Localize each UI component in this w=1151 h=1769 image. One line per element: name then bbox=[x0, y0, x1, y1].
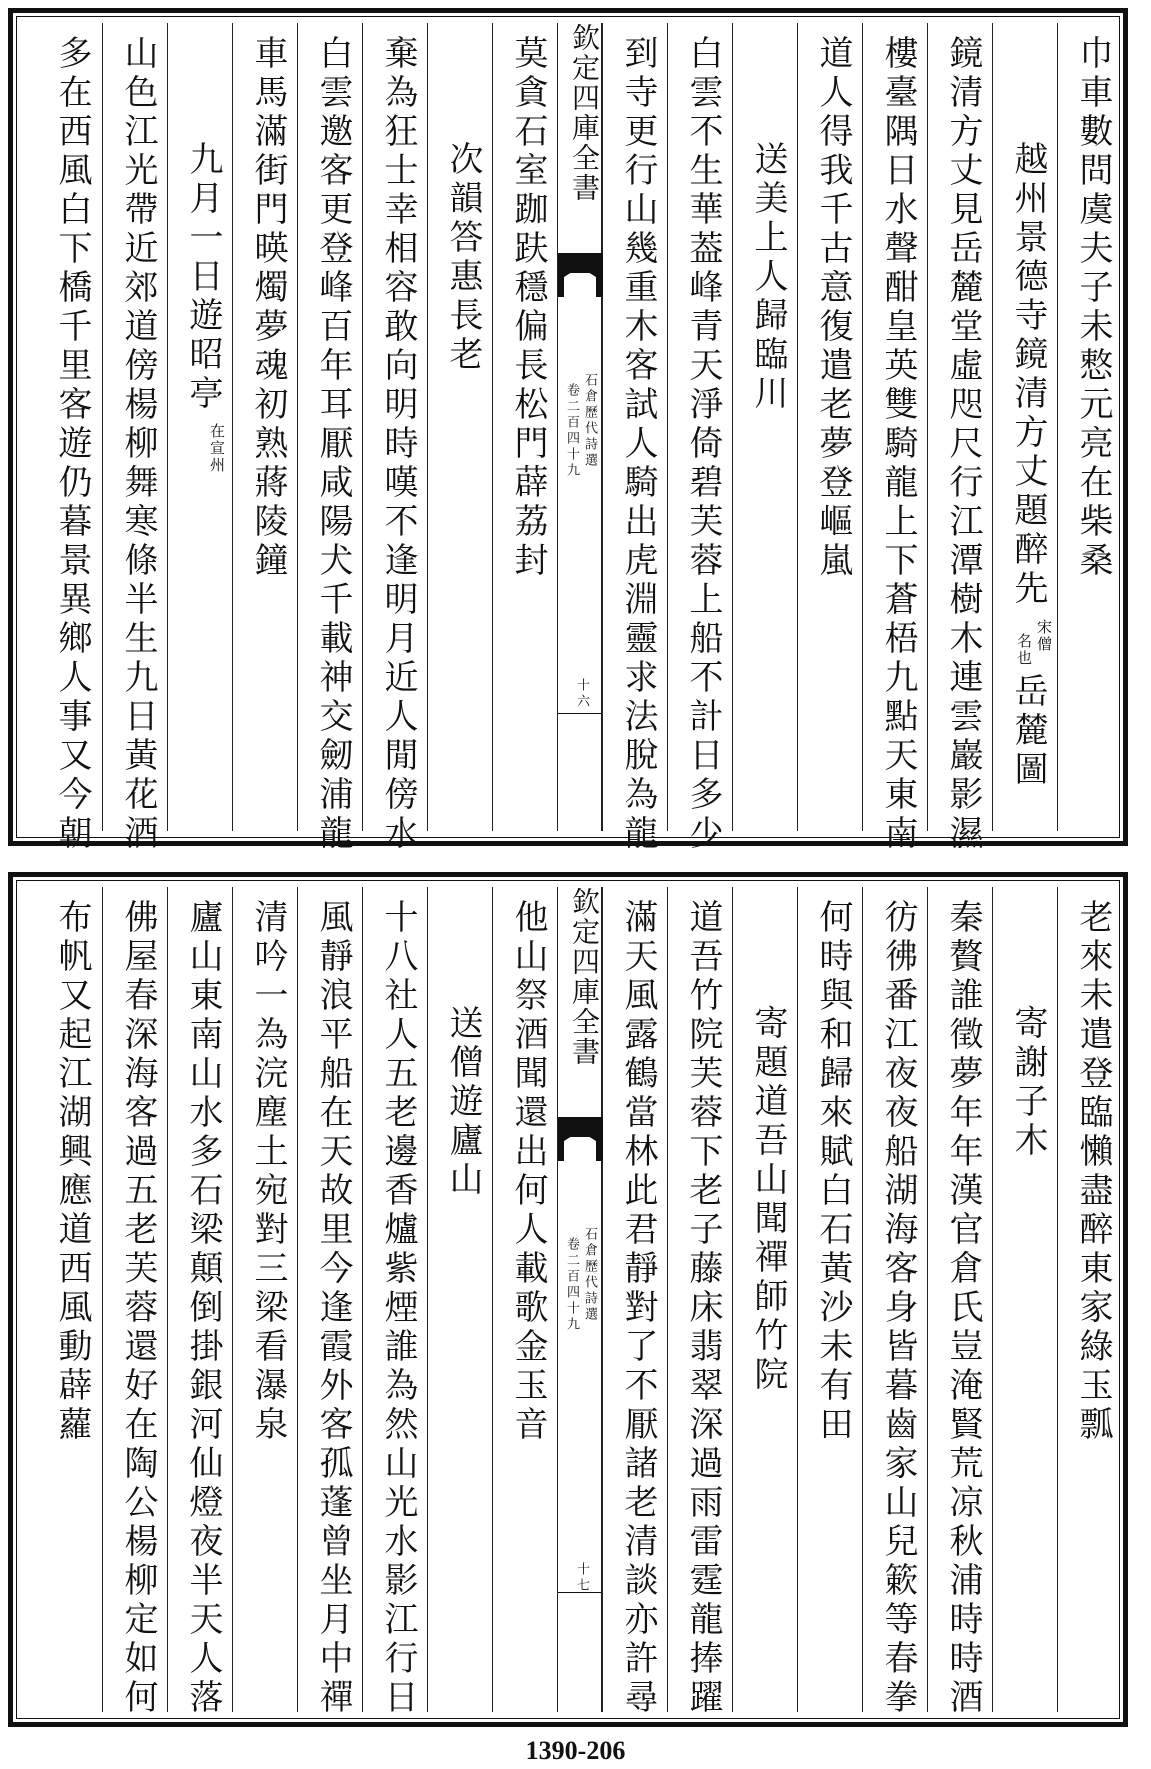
top-col-11-text: 棄為狂士幸相容敢向明時嘆不逢明月近人閒傍水 bbox=[378, 35, 418, 854]
top-col-1-text: 巾車數問虞夫子未慗元亮在柴桑 bbox=[1073, 35, 1113, 581]
bottom-col-16-text: 布帆又起江湖興應道西風動薜蘿 bbox=[52, 899, 92, 1445]
bottom-col-3-text: 秦贅誰徵夢年年漢官倉氏豈淹賢荒凉秋浦時時酒 bbox=[943, 899, 983, 1718]
fishtail-mark-icon bbox=[558, 1117, 603, 1163]
top-col-3-text: 鏡清方丈見岳麓堂虛咫尺行江潭樹木連雲巖影濕 bbox=[943, 35, 983, 854]
bottom-col-8-text: 滿天風露鶴當林此君靜對了不厭諸老清談亦許尋 bbox=[618, 899, 658, 1718]
bottom-col-16 bbox=[37, 887, 102, 1712]
top-page-frame bbox=[16, 16, 1120, 854]
top-col-6-text: 送美上人歸臨川 bbox=[748, 141, 788, 414]
bottom-col-13 bbox=[232, 887, 297, 1712]
bottom-col-7-text: 道吾竹院芙蓉下老子藤床翡翠深過雨雷霆龍捧躍 bbox=[683, 899, 723, 1718]
bottom-col-2-text: 寄謝子木 bbox=[1008, 1005, 1048, 1161]
bottom-page-frame bbox=[16, 880, 1120, 1719]
bottom-col-9-text: 他山祭酒聞還出何人載歌金玉音 bbox=[508, 899, 548, 1445]
bottom-col-1-text: 老來未遣登臨懶盡醉東家綠玉瓢 bbox=[1073, 899, 1113, 1445]
bottom-col-11 bbox=[362, 887, 427, 1718]
top-gutter-book: 石倉歷代詩選 bbox=[582, 373, 597, 469]
bottom-col-8 bbox=[602, 887, 667, 1718]
top-col-2 bbox=[992, 23, 1057, 831]
top-col-10-text: 次韻答惠長老 bbox=[443, 141, 483, 375]
top-col-5 bbox=[797, 23, 862, 831]
bottom-col-13-text: 清吟一為浣塵土宛對三梁看瀑泉 bbox=[248, 899, 288, 1445]
top-col-8-text: 到寺更行山幾重木客試人騎出虎淵靈求法脫為龍 bbox=[618, 35, 658, 854]
top-page bbox=[8, 8, 1128, 854]
top-col-2-note-b: 名也 bbox=[1015, 633, 1033, 667]
top-col-13 bbox=[232, 23, 297, 831]
top-col-4-text: 樓臺隅日水聲酣皇英雙騎龍上下蒼梧九點天東南 bbox=[878, 35, 918, 854]
top-gutter-title: 欽定四庫全書 bbox=[568, 23, 601, 203]
bottom-col-7 bbox=[667, 887, 732, 1718]
bottom-col-6-text: 寄題道吾山聞禪師竹院 bbox=[748, 1005, 788, 1395]
top-col-3 bbox=[927, 23, 992, 854]
top-gutter-rule bbox=[558, 713, 601, 714]
bottom-col-12-text: 風靜浪平船在天故里今逢霞外客孤蓬曾坐月中禪 bbox=[313, 899, 353, 1718]
top-col-2-tail: 岳麓圖 bbox=[1008, 673, 1048, 790]
top-col-16-text: 多在西風白下橋千里客遊仍暮景異鄉人事又今朝 bbox=[52, 35, 92, 854]
bottom-gutter bbox=[557, 887, 602, 1712]
top-col-7 bbox=[667, 23, 732, 854]
bottom-gutter-book: 石倉歷代詩選 bbox=[582, 1227, 597, 1323]
bottom-col-15-text: 佛屋春深海客過五老芙蓉還好在陶公楊柳定如何 bbox=[118, 899, 158, 1718]
top-col-12 bbox=[297, 23, 362, 854]
top-gutter bbox=[557, 23, 602, 831]
bottom-col-15 bbox=[102, 887, 167, 1718]
top-col-8 bbox=[602, 23, 667, 854]
top-col-2-note-a: 宋僧 bbox=[1035, 619, 1053, 653]
top-col-6 bbox=[732, 23, 797, 831]
top-col-10 bbox=[427, 23, 492, 831]
top-col-12-text: 白雲邀客更登峰百年耳厭咸陽犬千載神交劒浦龍 bbox=[313, 35, 353, 854]
bottom-col-6 bbox=[732, 887, 797, 1712]
top-col-7-text: 白雲不生華葢峰青天淨倚碧芙蓉上船不計日多少 bbox=[683, 35, 723, 854]
top-col-9 bbox=[492, 23, 557, 831]
bottom-col-14-text: 廬山東南山水多石梁顛倒掛銀河仙燈夜半天人落 bbox=[183, 899, 223, 1718]
top-col-15 bbox=[102, 23, 167, 854]
bottom-col-1 bbox=[1057, 887, 1123, 1712]
bottom-col-3 bbox=[927, 887, 992, 1718]
top-col-2-text: 越州景德寺鏡清方丈題醉先 bbox=[1008, 141, 1048, 609]
top-col-14-note: 在宣州 bbox=[208, 423, 226, 474]
bottom-page bbox=[8, 872, 1128, 1727]
bottom-gutter-volume: 卷二百四十九 bbox=[564, 1237, 579, 1333]
bottom-col-12 bbox=[297, 887, 362, 1718]
bottom-gutter-rule bbox=[558, 1592, 601, 1593]
bottom-col-5 bbox=[797, 887, 862, 1712]
bottom-gutter-leaf: 十七 bbox=[574, 1562, 589, 1594]
top-col-9-text: 莫貪石室跏趺穩偏長松門薜荔封 bbox=[508, 35, 548, 581]
bottom-col-11-text: 十八社人五老邊香爐紫煙誰為然山光水影江行日 bbox=[378, 899, 418, 1718]
fishtail-mark-icon bbox=[558, 253, 603, 299]
top-gutter-leaf: 十六 bbox=[574, 678, 589, 710]
bottom-col-2 bbox=[992, 887, 1057, 1712]
bottom-col-4-text: 彷彿番江夜夜船湖海客身皆暮齒家山兒簌等春拳 bbox=[878, 899, 918, 1718]
top-col-5-text: 道人得我千古意復遣老夢登嶇嵐 bbox=[813, 35, 853, 581]
bottom-col-4 bbox=[862, 887, 927, 1718]
bottom-col-9 bbox=[492, 887, 557, 1712]
top-col-13-text: 車馬滿街門暎燭夢魂初熟蔣陵鐘 bbox=[248, 35, 288, 581]
bottom-col-5-text: 何時與和歸來賦白石黃沙未有田 bbox=[813, 899, 853, 1445]
top-col-11 bbox=[362, 23, 427, 854]
bottom-col-10-text: 送僧遊廬山 bbox=[443, 1005, 483, 1200]
top-col-1 bbox=[1057, 23, 1123, 831]
page-number: 1390-206 bbox=[525, 1736, 626, 1765]
top-col-14-text: 九月一日遊昭亭 bbox=[183, 141, 223, 414]
bottom-col-10 bbox=[427, 887, 492, 1712]
bottom-gutter-title: 欽定四庫全書 bbox=[568, 887, 601, 1067]
bottom-col-14 bbox=[167, 887, 232, 1718]
top-col-4 bbox=[862, 23, 927, 854]
top-col-15-text: 山色江光帶近郊道傍楊柳舞寒條半生九日黃花酒 bbox=[118, 35, 158, 854]
top-col-16 bbox=[37, 23, 102, 854]
top-col-14 bbox=[167, 23, 232, 831]
top-gutter-volume: 卷二百四十九 bbox=[564, 383, 579, 479]
